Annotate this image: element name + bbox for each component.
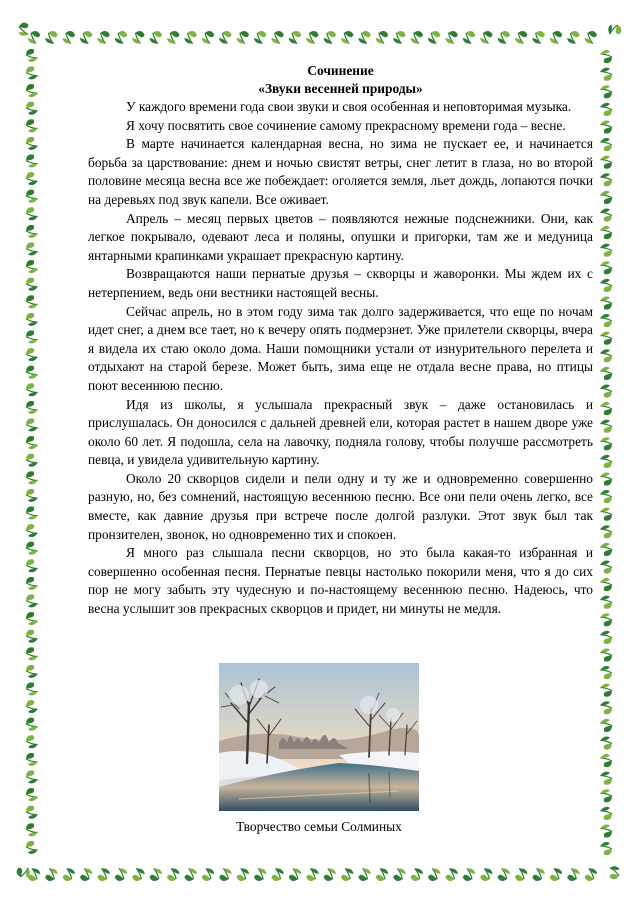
leaf-border-icon: [304, 866, 321, 882]
leaf-border-icon: [43, 30, 60, 46]
leaf-border-icon: [598, 664, 614, 681]
leaf-border-icon: [598, 101, 614, 118]
leaf-border-icon: [530, 866, 547, 882]
leaf-border-icon: [598, 136, 614, 153]
leaf-border-icon: [357, 30, 374, 46]
leaf-border-icon: [598, 435, 614, 452]
leaf-border-icon: [391, 866, 408, 882]
leaf-border-icon: [24, 487, 40, 504]
leaf-border-icon: [598, 277, 614, 294]
leaf-border-icon: [598, 365, 614, 382]
leaf-border-icon: [24, 716, 40, 733]
leaf-border-icon: [513, 866, 530, 882]
leaf-border-icon: [24, 329, 40, 346]
leaf-border-icon: [391, 30, 408, 46]
essay-title: «Звуки весенней природы»: [258, 81, 423, 96]
leaf-border-icon: [24, 47, 40, 64]
leaf-border-icon: [24, 769, 40, 786]
leaf-border-icon: [547, 866, 564, 882]
leaf-border-icon: [24, 294, 40, 311]
leaf-border-icon: [531, 30, 548, 46]
leaf-border-icon: [598, 576, 614, 593]
leaf-border-icon: [598, 242, 614, 259]
leaf-border-icon: [60, 866, 77, 882]
leaf-border-icon: [444, 30, 461, 46]
leaf-border-icon: [287, 30, 304, 46]
leaf-border-icon: [598, 594, 614, 611]
leaf-border-icon: [304, 30, 321, 46]
leaf-border-icon: [24, 839, 40, 856]
leaf-border-icon: [182, 866, 199, 882]
leaf-border-icon: [112, 866, 129, 882]
leaf-border-icon: [598, 735, 614, 752]
leaf-border-icon: [460, 866, 477, 882]
leaf-border-icon: [496, 30, 513, 46]
leaf-border-icon: [495, 866, 512, 882]
leaf-border-icon: [24, 258, 40, 275]
leaf-border-icon: [598, 717, 614, 734]
leaf-border-icon: [113, 30, 130, 46]
leaf-border-icon: [95, 866, 112, 882]
leaf-border-icon: [443, 866, 460, 882]
leaf-border-icon: [24, 434, 40, 451]
leaf-border-icon: [598, 48, 614, 65]
leaf-border-icon: [199, 866, 216, 882]
leaf-border-icon: [147, 866, 164, 882]
leaf-border-icon: [24, 399, 40, 416]
leaf-border-icon: [598, 189, 614, 206]
leaf-border-icon: [598, 224, 614, 241]
paragraph-2: Я хочу посвятить свое сочинение самому прекрасному времени года – весне.: [126, 117, 566, 133]
essay-body: [88, 62, 593, 619]
leaf-border-icon: [598, 823, 614, 840]
paragraph-8: Около 20 скворцов сидели и пели одну и ту же и одновременно совершенно разную, но, без сомнений, настоящую весеннюю песню. Все они пели очень легко, все вместе, как давние друзья при встрече после долгой разлуки. Этот звук был так пронзителен, звонок, но одновременно тих и спокоен.: [88, 470, 593, 542]
leaf-border-icon: [24, 822, 40, 839]
leaf-border-icon: [598, 119, 614, 136]
leaf-border-icon: [24, 346, 40, 363]
leaf-border-icon: [548, 30, 565, 46]
leaf-border-icon: [598, 207, 614, 224]
leaf-border-icon: [598, 541, 614, 558]
leaf-border-icon: [598, 259, 614, 276]
leaf-border-icon: [24, 575, 40, 592]
leaf-border-icon: [24, 65, 40, 82]
leaf-border-icon: [24, 276, 40, 293]
leaf-border-icon: [565, 30, 582, 46]
leaf-border-icon: [15, 20, 33, 38]
leaf-border-icon: [598, 611, 614, 628]
leaf-border-icon: [598, 66, 614, 83]
leaf-border-icon: [605, 863, 623, 881]
leaf-border-icon: [24, 628, 40, 645]
paragraph-9: Я много раз слышала песни скворцов, но это была какая-то избранная и совершенно особенная песня. Пернатые певцы настолько покорили меня, что я до сих пор не могу забыть эту чудесную и по-настоящему весеннюю песню. Надеюсь, что весна услышит зов прекрасных скворцов и придет, ни минуты не медля.: [88, 545, 593, 617]
leaf-border-icon: [165, 866, 182, 882]
leaf-border-icon: [24, 646, 40, 663]
leaf-border-icon: [598, 347, 614, 364]
leaf-border-icon: [598, 295, 614, 312]
leaf-border-icon: [598, 488, 614, 505]
paragraph-3: В марте начинается календарная весна, но зима не пускает ее, и начинается борьба за царствование: днем и ночью свистят ветры, снег летит в глаза, но во второй половине месяца весна все же побеждает: оголяется земля, льет дождь, лопаются почки на деревьях под звук капели. Все оживает.: [88, 136, 593, 207]
winter-river-photo: [219, 663, 419, 811]
leaf-border-icon: [78, 30, 95, 46]
leaf-border-icon: [598, 752, 614, 769]
leaf-border-icon: [598, 83, 614, 100]
leaf-border-icon: [598, 699, 614, 716]
leaf-border-icon: [24, 751, 40, 768]
leaf-border-icon: [200, 30, 217, 46]
leaf-border-icon: [217, 866, 234, 882]
leaf-border-icon: [130, 866, 147, 882]
leaf-border-icon: [605, 21, 623, 39]
leaf-border-icon: [598, 453, 614, 470]
leaf-border-icon: [148, 30, 165, 46]
leaf-border-icon: [598, 559, 614, 576]
leaf-border-icon: [409, 30, 426, 46]
leaf-border-icon: [24, 206, 40, 223]
leaf-border-icon: [598, 647, 614, 664]
essay-heading: Сочинение: [307, 63, 374, 78]
leaf-border-icon: [61, 30, 78, 46]
leaf-border-icon: [598, 840, 614, 857]
leaf-border-icon: [24, 593, 40, 610]
leaf-border-icon: [598, 312, 614, 329]
leaf-border-icon: [565, 866, 582, 882]
leaf-border-icon: [478, 30, 495, 46]
leaf-border-icon: [252, 866, 269, 882]
leaf-border-icon: [598, 682, 614, 699]
leaf-border-icon: [24, 364, 40, 381]
leaf-border-icon: [24, 470, 40, 487]
leaf-border-icon: [598, 787, 614, 804]
leaf-border-icon: [24, 558, 40, 575]
leaf-border-icon: [322, 30, 339, 46]
paragraph-1: У каждого времени года свои звуки и своя особенная и неповторимая музыка.: [126, 99, 572, 114]
paragraph-5: Возвращаются наши пернатые друзья – скворцы и жаворонки. Мы ждем их с нетерпением, ведь они вестники настоящей весны.: [88, 266, 593, 300]
leaf-border-icon: [24, 452, 40, 469]
leaf-border-icon: [270, 30, 287, 46]
leaf-border-icon: [78, 866, 95, 882]
leaf-border-icon: [339, 866, 356, 882]
leaf-border-icon: [598, 805, 614, 822]
leaf-border-icon: [598, 471, 614, 488]
leaf-border-icon: [24, 417, 40, 434]
caption: Творчество семьи Солминых: [236, 819, 402, 834]
leaf-border-icon: [286, 866, 303, 882]
leaf-border-icon: [24, 804, 40, 821]
leaf-border-icon: [373, 866, 390, 882]
leaf-border-icon: [598, 400, 614, 417]
leaf-border-icon: [598, 418, 614, 435]
paragraph-7: Идя из школы, я услышала прекрасный звук – даже остановилась и прислушалась. Он доносился с дальней древней ели, которая растет в нашем дворе уже около 60 лет. Я подошла, села на лавочку, подняла голову, чтобы получше рассмотреть певца, и увидела удивительную картину.: [88, 396, 593, 468]
leaf-border-icon: [598, 171, 614, 188]
leaf-border-icon: [43, 866, 60, 882]
leaf-border-icon: [130, 30, 147, 46]
leaf-border-icon: [269, 866, 286, 882]
leaf-border-icon: [598, 770, 614, 787]
leaf-border-icon: [598, 383, 614, 400]
leaf-border-icon: [24, 540, 40, 557]
leaf-border-icon: [24, 241, 40, 258]
leaf-border-icon: [252, 30, 269, 46]
leaf-border-icon: [24, 698, 40, 715]
leaf-border-icon: [24, 786, 40, 803]
leaf-border-icon: [598, 506, 614, 523]
leaf-border-icon: [24, 505, 40, 522]
leaf-border-icon: [24, 382, 40, 399]
leaf-border-icon: [24, 522, 40, 539]
leaf-border-icon: [321, 866, 338, 882]
leaf-border-icon: [374, 30, 391, 46]
leaf-border-icon: [24, 82, 40, 99]
leaf-border-icon: [96, 30, 113, 46]
paragraph-4: Апрель – месяц первых цветов – появляются нежные подснежники. Они, как легкое покрывало, одевают леса и поляны, опушки и пригорки, там же и медуница янтарными крапинками украшает прекрасную картину.: [88, 210, 593, 263]
leaf-border-icon: [583, 30, 600, 46]
leaf-border-icon: [24, 153, 40, 170]
leaf-border-icon: [234, 866, 251, 882]
paragraph-6: Сейчас апрель, но в этом году зима так долго задерживается, что еще по ночам идет снег, а днем все тает, но к вечеру опять подмерзнет. Уже прилетели скворцы, вчера я видела их стаю около дома. Наши помощники устали от изнурительного перелета и отдыхают на старой березе. Может быть, зима еще не отдала весне права, но птицы поют весеннюю песню.: [88, 303, 593, 393]
leaf-border-icon: [235, 30, 252, 46]
leaf-border-icon: [24, 223, 40, 240]
leaf-border-icon: [356, 866, 373, 882]
leaf-border-icon: [217, 30, 234, 46]
leaf-border-icon: [24, 135, 40, 152]
leaf-border-icon: [24, 118, 40, 135]
leaf-border-icon: [598, 330, 614, 347]
leaf-border-icon: [24, 311, 40, 328]
leaf-border-icon: [24, 100, 40, 117]
leaf-border-icon: [426, 30, 443, 46]
leaf-border-icon: [426, 866, 443, 882]
leaf-border-icon: [24, 170, 40, 187]
leaf-border-icon: [183, 30, 200, 46]
leaf-border-icon: [24, 663, 40, 680]
leaf-border-icon: [598, 629, 614, 646]
leaf-border-icon: [582, 866, 599, 882]
leaf-border-icon: [24, 734, 40, 751]
leaf-border-icon: [24, 681, 40, 698]
leaf-border-icon: [598, 154, 614, 171]
leaf-border-icon: [339, 30, 356, 46]
leaf-border-icon: [26, 30, 43, 46]
leaf-border-icon: [513, 30, 530, 46]
leaf-border-icon: [408, 866, 425, 882]
leaf-border-icon: [478, 866, 495, 882]
leaf-border-icon: [165, 30, 182, 46]
leaf-border-icon: [598, 523, 614, 540]
leaf-border-icon: [24, 188, 40, 205]
leaf-border-icon: [24, 610, 40, 627]
leaf-border-icon: [461, 30, 478, 46]
